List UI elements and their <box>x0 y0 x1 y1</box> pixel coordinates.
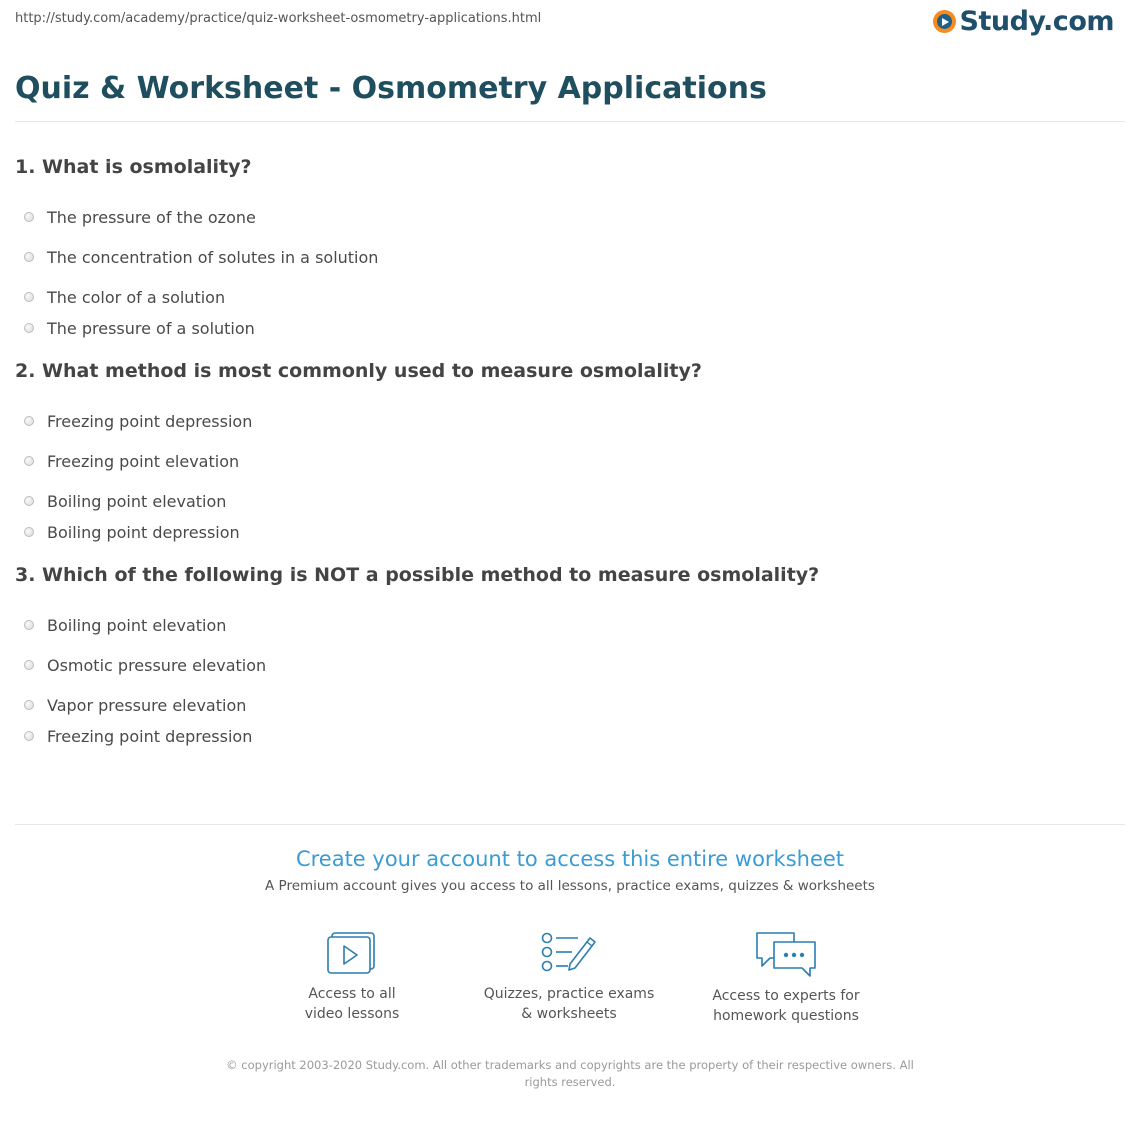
create-account-link[interactable]: Create your account to access this entire worksheet <box>295 847 845 871</box>
answer-options <box>15 197 1115 339</box>
answer-label: Vapor pressure elevation <box>47 695 247 715</box>
answer-option[interactable] <box>15 521 1115 543</box>
answer-label: Boiling point elevation <box>47 491 227 511</box>
feature-label-line: & worksheets <box>521 1006 617 1022</box>
question-2 <box>15 360 1115 543</box>
answer-label: The color of a solution <box>47 287 226 307</box>
question-3 <box>15 564 1115 747</box>
answer-label: The pressure of the ozone <box>47 207 256 227</box>
radio-button-icon[interactable] <box>24 620 34 630</box>
answer-label: Boiling point elevation <box>47 615 227 635</box>
video-lessons-icon <box>326 930 378 976</box>
chat-bubbles-icon <box>754 930 818 978</box>
radio-button-icon[interactable] <box>24 292 34 302</box>
answer-option[interactable] <box>15 645 1115 685</box>
answer-label: Freezing point depression <box>47 411 253 431</box>
answer-option[interactable] <box>15 481 1115 521</box>
radio-button-icon[interactable] <box>24 416 34 426</box>
question-1 <box>15 156 1115 339</box>
radio-button-icon[interactable] <box>24 323 34 333</box>
radio-button-icon[interactable] <box>24 456 34 466</box>
answer-option[interactable] <box>15 605 1115 645</box>
feature-label-line: Access to experts for <box>712 988 860 1004</box>
answer-option[interactable] <box>15 197 1115 237</box>
answer-option[interactable] <box>15 401 1115 441</box>
section-divider <box>15 824 1125 825</box>
question-text: 1. What is osmolality? <box>15 156 252 178</box>
feature-label-line: homework questions <box>713 1008 859 1024</box>
answer-option[interactable] <box>15 725 1115 747</box>
study-logo[interactable] <box>933 6 1114 37</box>
feature-label-line: video lessons <box>304 1006 400 1022</box>
feature-label-line: Access to all <box>308 986 396 1002</box>
answer-label: Osmotic pressure elevation <box>47 655 267 675</box>
radio-button-icon[interactable] <box>24 527 34 537</box>
answer-label: The concentration of solutes in a solution <box>47 247 379 267</box>
feature-experts <box>686 930 886 1026</box>
answer-option[interactable] <box>15 237 1115 277</box>
answer-label: Freezing point depression <box>47 726 253 746</box>
radio-button-icon[interactable] <box>24 660 34 670</box>
page-url: http://study.com/academy/practice/quiz-worksheet-osmometry-applications.html <box>15 11 542 26</box>
answer-label: The pressure of a solution <box>47 318 255 338</box>
answer-options <box>15 605 1115 747</box>
logo-text: Study.com <box>959 6 1114 37</box>
feature-quizzes <box>469 930 669 1024</box>
radio-button-icon[interactable] <box>24 496 34 506</box>
answer-label: Freezing point elevation <box>47 451 240 471</box>
answer-label: Boiling point depression <box>47 522 240 542</box>
question-text: 3. Which of the following is NOT a possible method to measure osmolality? <box>15 564 820 586</box>
answer-options <box>15 401 1115 543</box>
question-text: 2. What method is most commonly used to measure osmolality? <box>15 360 702 382</box>
radio-button-icon[interactable] <box>24 212 34 222</box>
quiz-questions <box>15 156 1115 768</box>
answer-option[interactable] <box>15 277 1115 317</box>
answer-option[interactable] <box>15 317 1115 339</box>
play-logo-icon <box>933 10 956 33</box>
answer-option[interactable] <box>15 685 1115 725</box>
quiz-checklist-icon <box>540 930 598 976</box>
feature-video-lessons <box>252 930 452 1024</box>
copyright-notice: © copyright 2003-2020 Study.com. All other trademarks and copyrights are the property of their respective owners. All rights reserved. <box>226 1058 914 1089</box>
premium-description: A Premium account gives you access to all lessons, practice exams, quizzes & worksheets <box>265 878 875 894</box>
radio-button-icon[interactable] <box>24 700 34 710</box>
answer-option[interactable] <box>15 441 1115 481</box>
radio-button-icon[interactable] <box>24 252 34 262</box>
feature-label-line: Quizzes, practice exams <box>483 986 655 1002</box>
radio-button-icon[interactable] <box>24 731 34 741</box>
header-divider <box>15 121 1125 122</box>
page-title: Quiz & Worksheet - Osmometry Applications <box>15 71 767 106</box>
